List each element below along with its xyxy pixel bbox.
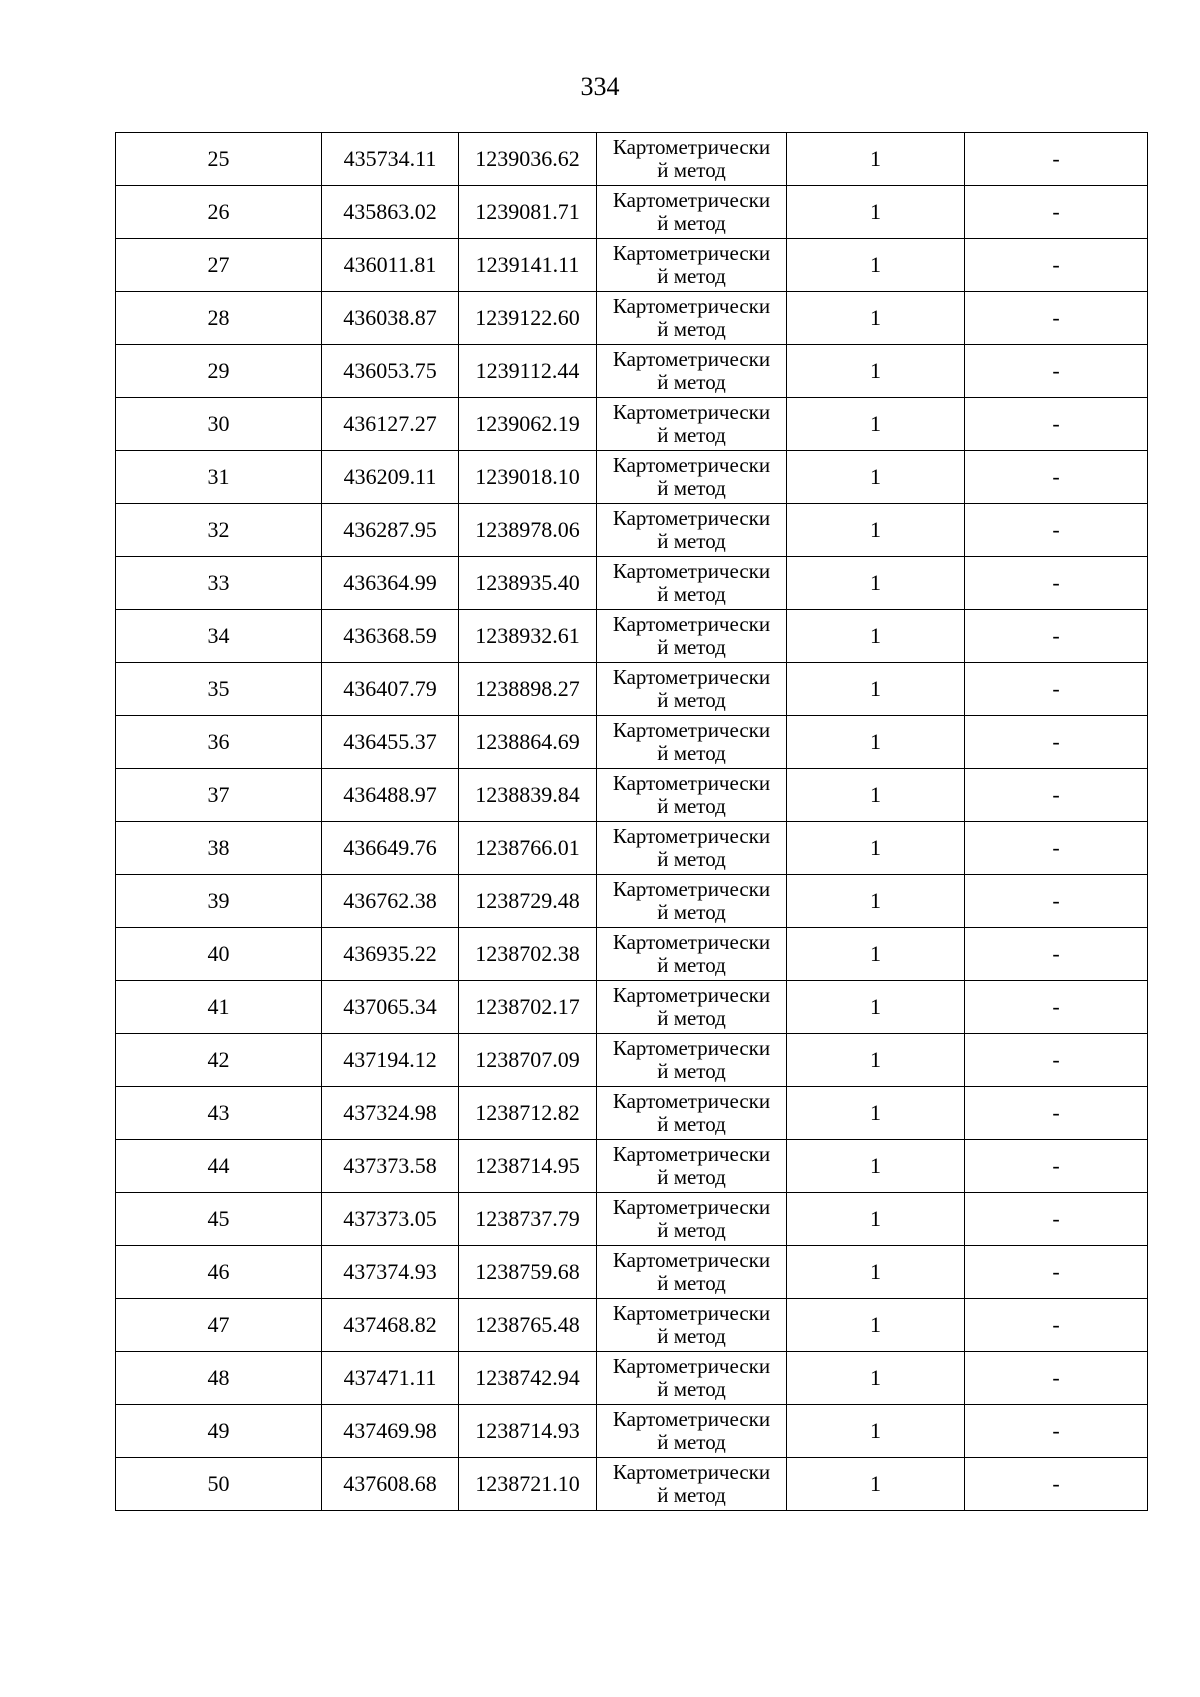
x-coordinate-cell: 437373.05 xyxy=(322,1193,459,1246)
x-coordinate-cell: 436127.27 xyxy=(322,398,459,451)
x-coordinate-cell: 436209.11 xyxy=(322,451,459,504)
method-line-1: Картометрически xyxy=(612,347,771,371)
note-cell: - xyxy=(965,1405,1148,1458)
accuracy-cell: 1 xyxy=(787,981,965,1034)
method-line-2: й метод xyxy=(657,582,726,606)
point-number-cell: 48 xyxy=(116,1352,322,1405)
method-line-2: й метод xyxy=(657,1377,726,1401)
coordinates-table-body xyxy=(116,133,1148,1511)
method-cell xyxy=(597,822,787,875)
y-coordinate-cell: 1238932.61 xyxy=(459,610,597,663)
table-row xyxy=(116,1193,1148,1246)
x-coordinate-cell: 437471.11 xyxy=(322,1352,459,1405)
y-coordinate-cell: 1239062.19 xyxy=(459,398,597,451)
accuracy-cell: 1 xyxy=(787,663,965,716)
y-coordinate-cell: 1238702.17 xyxy=(459,981,597,1034)
point-number-cell: 42 xyxy=(116,1034,322,1087)
table-row xyxy=(116,1140,1148,1193)
table-row xyxy=(116,610,1148,663)
note-cell: - xyxy=(965,981,1148,1034)
point-number-cell: 25 xyxy=(116,133,322,186)
method-cell xyxy=(597,1140,787,1193)
method-line-2: й метод xyxy=(657,1059,726,1083)
accuracy-cell: 1 xyxy=(787,451,965,504)
accuracy-cell: 1 xyxy=(787,292,965,345)
note-cell: - xyxy=(965,398,1148,451)
table-row xyxy=(116,504,1148,557)
x-coordinate-cell: 437469.98 xyxy=(322,1405,459,1458)
table-row xyxy=(116,1405,1148,1458)
method-cell xyxy=(597,1193,787,1246)
method-line-2: й метод xyxy=(657,688,726,712)
note-cell: - xyxy=(965,1140,1148,1193)
accuracy-cell: 1 xyxy=(787,1458,965,1511)
page-number: 334 xyxy=(580,72,620,101)
y-coordinate-cell: 1239141.11 xyxy=(459,239,597,292)
point-number-cell: 39 xyxy=(116,875,322,928)
y-coordinate-cell: 1238702.38 xyxy=(459,928,597,981)
point-number-cell: 40 xyxy=(116,928,322,981)
method-line-2: й метод xyxy=(657,423,726,447)
method-line-1: Картометрически xyxy=(612,1089,771,1113)
accuracy-cell: 1 xyxy=(787,133,965,186)
method-line-1: Картометрически xyxy=(612,1354,771,1378)
table-row xyxy=(116,822,1148,875)
coordinates-table xyxy=(115,132,1148,1511)
table-row xyxy=(116,398,1148,451)
accuracy-cell: 1 xyxy=(787,769,965,822)
x-coordinate-cell: 436649.76 xyxy=(322,822,459,875)
method-cell xyxy=(597,610,787,663)
method-line-2: й метод xyxy=(657,370,726,394)
y-coordinate-cell: 1239036.62 xyxy=(459,133,597,186)
y-coordinate-cell: 1239081.71 xyxy=(459,186,597,239)
note-cell: - xyxy=(965,451,1148,504)
table-row xyxy=(116,1034,1148,1087)
method-line-1: Картометрически xyxy=(612,294,771,318)
x-coordinate-cell: 437194.12 xyxy=(322,1034,459,1087)
accuracy-cell: 1 xyxy=(787,1405,965,1458)
point-number-cell: 26 xyxy=(116,186,322,239)
method-line-1: Картометрически xyxy=(612,1460,771,1484)
point-number-cell: 33 xyxy=(116,557,322,610)
point-number-cell: 47 xyxy=(116,1299,322,1352)
method-line-1: Картометрически xyxy=(612,771,771,795)
y-coordinate-cell: 1238839.84 xyxy=(459,769,597,822)
y-coordinate-cell: 1238714.93 xyxy=(459,1405,597,1458)
x-coordinate-cell: 435734.11 xyxy=(322,133,459,186)
x-coordinate-cell: 435863.02 xyxy=(322,186,459,239)
x-coordinate-cell: 436935.22 xyxy=(322,928,459,981)
accuracy-cell: 1 xyxy=(787,716,965,769)
method-line-2: й метод xyxy=(657,1112,726,1136)
point-number-cell: 34 xyxy=(116,610,322,663)
method-cell xyxy=(597,345,787,398)
y-coordinate-cell: 1238707.09 xyxy=(459,1034,597,1087)
x-coordinate-cell: 436053.75 xyxy=(322,345,459,398)
method-line-2: й метод xyxy=(657,211,726,235)
table-row xyxy=(116,451,1148,504)
method-cell xyxy=(597,451,787,504)
method-line-2: й метод xyxy=(657,1430,726,1454)
y-coordinate-cell: 1238712.82 xyxy=(459,1087,597,1140)
point-number-cell: 46 xyxy=(116,1246,322,1299)
method-line-2: й метод xyxy=(657,1271,726,1295)
y-coordinate-cell: 1238714.95 xyxy=(459,1140,597,1193)
y-coordinate-cell: 1239018.10 xyxy=(459,451,597,504)
x-coordinate-cell: 436287.95 xyxy=(322,504,459,557)
method-line-2: й метод xyxy=(657,1218,726,1242)
x-coordinate-cell: 437468.82 xyxy=(322,1299,459,1352)
method-line-1: Картометрически xyxy=(612,983,771,1007)
table-row xyxy=(116,345,1148,398)
note-cell: - xyxy=(965,1087,1148,1140)
method-line-2: й метод xyxy=(657,1006,726,1030)
point-number-cell: 36 xyxy=(116,716,322,769)
accuracy-cell: 1 xyxy=(787,398,965,451)
method-line-1: Картометрически xyxy=(612,453,771,477)
point-number-cell: 49 xyxy=(116,1405,322,1458)
method-line-2: й метод xyxy=(657,529,726,553)
table-row xyxy=(116,928,1148,981)
note-cell: - xyxy=(965,133,1148,186)
accuracy-cell: 1 xyxy=(787,875,965,928)
method-cell xyxy=(597,1246,787,1299)
table-row xyxy=(116,981,1148,1034)
method-line-1: Картометрически xyxy=(612,1248,771,1272)
table-row xyxy=(116,769,1148,822)
method-line-1: Картометрически xyxy=(612,241,771,265)
method-cell xyxy=(597,875,787,928)
method-line-1: Картометрически xyxy=(612,930,771,954)
method-line-1: Картометрически xyxy=(612,1407,771,1431)
point-number-cell: 32 xyxy=(116,504,322,557)
point-number-cell: 38 xyxy=(116,822,322,875)
method-line-2: й метод xyxy=(657,317,726,341)
point-number-cell: 35 xyxy=(116,663,322,716)
y-coordinate-cell: 1238864.69 xyxy=(459,716,597,769)
accuracy-cell: 1 xyxy=(787,186,965,239)
accuracy-cell: 1 xyxy=(787,1034,965,1087)
table-row xyxy=(116,875,1148,928)
method-cell xyxy=(597,292,787,345)
method-cell xyxy=(597,716,787,769)
x-coordinate-cell: 436038.87 xyxy=(322,292,459,345)
method-line-1: Картометрически xyxy=(612,612,771,636)
x-coordinate-cell: 437608.68 xyxy=(322,1458,459,1511)
method-line-1: Картометрически xyxy=(612,400,771,424)
x-coordinate-cell: 436455.37 xyxy=(322,716,459,769)
note-cell: - xyxy=(965,610,1148,663)
point-number-cell: 45 xyxy=(116,1193,322,1246)
method-cell xyxy=(597,1458,787,1511)
x-coordinate-cell: 437374.93 xyxy=(322,1246,459,1299)
table-row xyxy=(116,1246,1148,1299)
accuracy-cell: 1 xyxy=(787,610,965,663)
method-line-2: й метод xyxy=(657,1324,726,1348)
table-row xyxy=(116,1458,1148,1511)
method-cell xyxy=(597,557,787,610)
table-row xyxy=(116,1299,1148,1352)
method-line-2: й метод xyxy=(657,953,726,977)
x-coordinate-cell: 436407.79 xyxy=(322,663,459,716)
table-row xyxy=(116,292,1148,345)
method-line-2: й метод xyxy=(657,476,726,500)
method-cell xyxy=(597,186,787,239)
y-coordinate-cell: 1238759.68 xyxy=(459,1246,597,1299)
table-row xyxy=(116,239,1148,292)
method-line-1: Картометрически xyxy=(612,824,771,848)
point-number-cell: 27 xyxy=(116,239,322,292)
y-coordinate-cell: 1238729.48 xyxy=(459,875,597,928)
point-number-cell: 31 xyxy=(116,451,322,504)
method-line-1: Картометрически xyxy=(612,135,771,159)
method-line-1: Картометрически xyxy=(612,1142,771,1166)
accuracy-cell: 1 xyxy=(787,1299,965,1352)
point-number-cell: 29 xyxy=(116,345,322,398)
x-coordinate-cell: 436364.99 xyxy=(322,557,459,610)
x-coordinate-cell: 437373.58 xyxy=(322,1140,459,1193)
accuracy-cell: 1 xyxy=(787,1087,965,1140)
method-cell xyxy=(597,1034,787,1087)
y-coordinate-cell: 1238766.01 xyxy=(459,822,597,875)
accuracy-cell: 1 xyxy=(787,557,965,610)
y-coordinate-cell: 1238978.06 xyxy=(459,504,597,557)
table-row xyxy=(116,557,1148,610)
method-line-2: й метод xyxy=(657,264,726,288)
note-cell: - xyxy=(965,928,1148,981)
method-line-1: Картометрически xyxy=(612,665,771,689)
point-number-cell: 30 xyxy=(116,398,322,451)
y-coordinate-cell: 1238765.48 xyxy=(459,1299,597,1352)
y-coordinate-cell: 1239122.60 xyxy=(459,292,597,345)
y-coordinate-cell: 1238742.94 xyxy=(459,1352,597,1405)
method-line-2: й метод xyxy=(657,1165,726,1189)
method-line-1: Картометрически xyxy=(612,559,771,583)
method-cell xyxy=(597,133,787,186)
y-coordinate-cell: 1238935.40 xyxy=(459,557,597,610)
method-line-1: Картометрически xyxy=(612,188,771,212)
accuracy-cell: 1 xyxy=(787,345,965,398)
y-coordinate-cell: 1238898.27 xyxy=(459,663,597,716)
point-number-cell: 28 xyxy=(116,292,322,345)
accuracy-cell: 1 xyxy=(787,822,965,875)
method-line-1: Картометрически xyxy=(612,718,771,742)
method-cell xyxy=(597,663,787,716)
point-number-cell: 41 xyxy=(116,981,322,1034)
method-cell xyxy=(597,1299,787,1352)
x-coordinate-cell: 437324.98 xyxy=(322,1087,459,1140)
note-cell: - xyxy=(965,345,1148,398)
method-line-1: Картометрически xyxy=(612,1301,771,1325)
method-cell xyxy=(597,398,787,451)
x-coordinate-cell: 436762.38 xyxy=(322,875,459,928)
accuracy-cell: 1 xyxy=(787,1140,965,1193)
table-row xyxy=(116,186,1148,239)
note-cell: - xyxy=(965,663,1148,716)
table-row xyxy=(116,1087,1148,1140)
table-row xyxy=(116,133,1148,186)
point-number-cell: 37 xyxy=(116,769,322,822)
method-cell xyxy=(597,239,787,292)
accuracy-cell: 1 xyxy=(787,1246,965,1299)
point-number-cell: 50 xyxy=(116,1458,322,1511)
method-cell xyxy=(597,1405,787,1458)
table-row xyxy=(116,716,1148,769)
note-cell: - xyxy=(965,1352,1148,1405)
method-cell xyxy=(597,769,787,822)
method-line-2: й метод xyxy=(657,847,726,871)
method-line-2: й метод xyxy=(657,635,726,659)
method-line-2: й метод xyxy=(657,158,726,182)
accuracy-cell: 1 xyxy=(787,1352,965,1405)
note-cell: - xyxy=(965,822,1148,875)
method-cell xyxy=(597,981,787,1034)
method-cell xyxy=(597,928,787,981)
method-cell xyxy=(597,1352,787,1405)
method-line-1: Картометрически xyxy=(612,1036,771,1060)
note-cell: - xyxy=(965,1034,1148,1087)
accuracy-cell: 1 xyxy=(787,239,965,292)
method-line-2: й метод xyxy=(657,900,726,924)
note-cell: - xyxy=(965,875,1148,928)
x-coordinate-cell: 436488.97 xyxy=(322,769,459,822)
note-cell: - xyxy=(965,716,1148,769)
note-cell: - xyxy=(965,1246,1148,1299)
table-row xyxy=(116,663,1148,716)
method-line-1: Картометрически xyxy=(612,1195,771,1219)
x-coordinate-cell: 436011.81 xyxy=(322,239,459,292)
point-number-cell: 43 xyxy=(116,1087,322,1140)
x-coordinate-cell: 437065.34 xyxy=(322,981,459,1034)
method-line-1: Картометрически xyxy=(612,877,771,901)
note-cell: - xyxy=(965,1299,1148,1352)
note-cell: - xyxy=(965,557,1148,610)
note-cell: - xyxy=(965,292,1148,345)
note-cell: - xyxy=(965,1193,1148,1246)
accuracy-cell: 1 xyxy=(787,928,965,981)
accuracy-cell: 1 xyxy=(787,1193,965,1246)
method-cell xyxy=(597,1087,787,1140)
note-cell: - xyxy=(965,186,1148,239)
accuracy-cell: 1 xyxy=(787,504,965,557)
note-cell: - xyxy=(965,239,1148,292)
y-coordinate-cell: 1239112.44 xyxy=(459,345,597,398)
method-line-2: й метод xyxy=(657,1483,726,1507)
method-line-1: Картометрически xyxy=(612,506,771,530)
note-cell: - xyxy=(965,1458,1148,1511)
method-cell xyxy=(597,504,787,557)
y-coordinate-cell: 1238721.10 xyxy=(459,1458,597,1511)
x-coordinate-cell: 436368.59 xyxy=(322,610,459,663)
note-cell: - xyxy=(965,769,1148,822)
method-line-2: й метод xyxy=(657,741,726,765)
method-line-2: й метод xyxy=(657,794,726,818)
y-coordinate-cell: 1238737.79 xyxy=(459,1193,597,1246)
note-cell: - xyxy=(965,504,1148,557)
point-number-cell: 44 xyxy=(116,1140,322,1193)
table-row xyxy=(116,1352,1148,1405)
